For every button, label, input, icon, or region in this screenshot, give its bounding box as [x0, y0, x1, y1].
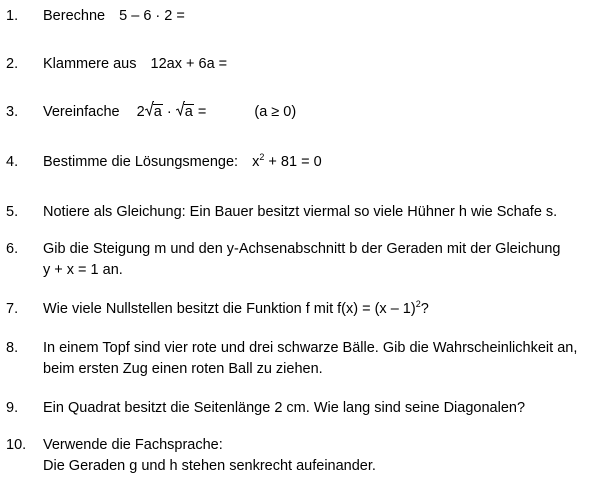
equals-sign: = [197, 104, 207, 120]
task-prefix: Berechne [43, 8, 106, 24]
task-prefix: Bestimme die Lösungsmenge: [43, 154, 239, 170]
square-root [145, 102, 163, 123]
task-line: Notiere als Gleichung: Ein Bauer besitzt viermal so viele Hühner h wie Schafe s. [43, 204, 558, 220]
task-number: 2. [6, 56, 19, 72]
task-prefix: Klammere aus [43, 56, 137, 72]
radical-sign-icon [176, 101, 185, 116]
task-line: beim ersten Zug einen roten Ball zu ziehen. [43, 361, 323, 377]
task-line: Die Geraden g und h stehen senkrecht aufeinander. [43, 458, 376, 474]
task-text [43, 398, 593, 419]
task-text [43, 299, 593, 320]
condition: (a ≥ 0) [254, 104, 297, 120]
task-number: 6. [6, 241, 19, 257]
math-expression: 5 – 6 · 2 = [119, 8, 185, 24]
task-prefix: Vereinfache [43, 104, 120, 120]
task-text [43, 239, 593, 281]
task-text [43, 152, 593, 173]
task-line: Ein Quadrat besitzt die Seitenlänge 2 cm. Wie lang sind seine Diagonalen? [43, 400, 526, 416]
task-number: 8. [6, 340, 19, 356]
task-line: y + x = 1 an. [43, 262, 123, 278]
task-number: 7. [6, 301, 19, 317]
radical-sign-icon [145, 101, 154, 116]
task-number: 4. [6, 154, 19, 170]
task-text [43, 435, 593, 477]
task-number: 10. [6, 437, 27, 453]
radicand: a [184, 104, 193, 120]
math-expression: + 81 = 0 [268, 154, 322, 170]
task-line: In einem Topf sind vier rote und drei schwarze Bälle. Gib die Wahrscheinlichkeit an, [43, 340, 578, 356]
task-text [43, 202, 593, 223]
task-number: 3. [6, 104, 19, 120]
task-number: 1. [6, 8, 19, 24]
radicand: a [153, 104, 162, 120]
exponent: 2 [259, 152, 265, 162]
math-expression: 12ax + 6a = [150, 56, 228, 72]
coefficient: 2 [136, 104, 145, 120]
task-text [43, 102, 593, 123]
task-text [43, 54, 593, 75]
variable: x [252, 154, 260, 170]
exponent: 2 [415, 299, 421, 309]
task-line-start: Wie viele Nullstellen besitzt die Funktion f mit f(x) = (x – 1) [43, 301, 416, 317]
task-line: Verwende die Fachsprache: [43, 437, 223, 453]
multiply-dot: · [166, 104, 172, 120]
question-mark: ? [420, 301, 429, 317]
task-text [43, 338, 593, 380]
square-root [176, 102, 194, 123]
task-text [43, 6, 593, 27]
task-line: Gib die Steigung m und den y-Achsenabschnitt b der Geraden mit der Gleichung [43, 241, 561, 257]
task-number: 9. [6, 400, 19, 416]
task-number: 5. [6, 204, 19, 220]
